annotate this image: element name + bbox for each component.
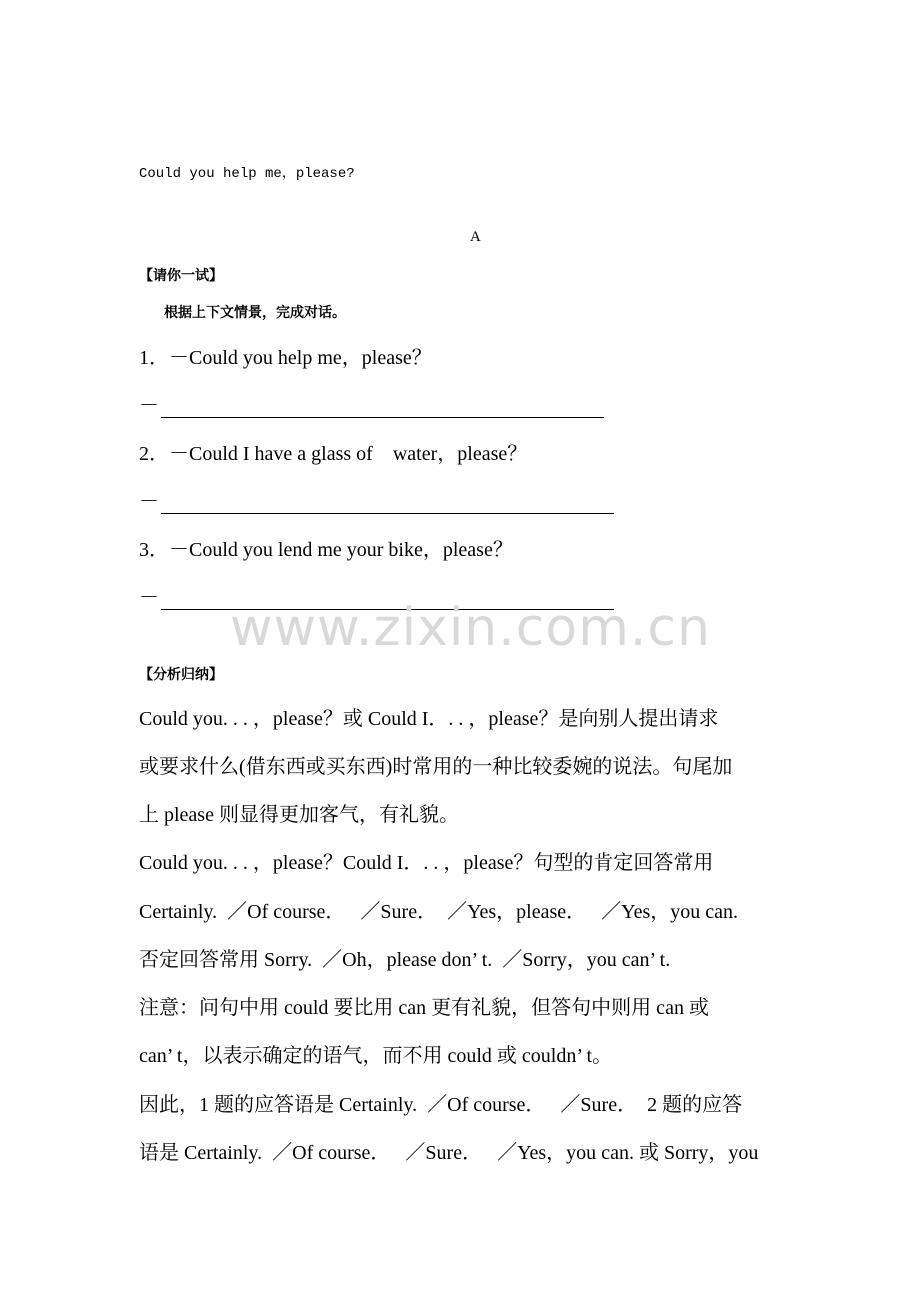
analysis-line: 上 please 则显得更加客气，有礼貌。 <box>139 804 459 826</box>
answer-blank[interactable] <box>161 491 614 514</box>
analysis-line: 注意：问句中用 could 要比用 can 更有礼貌，但答句中则用 can 或 <box>139 997 709 1019</box>
section-letter: A <box>470 229 481 245</box>
question-3: 3．－Could you lend me your bike，please？ <box>139 539 513 561</box>
answer-line-1[interactable] <box>139 389 604 418</box>
answer-blank[interactable] <box>161 395 604 418</box>
analysis-line: Could you. . . ，please？Could I．. . ，please？句型的肯定回答常用 <box>139 852 714 874</box>
analysis-line: Could you. . . ，please？或 Could I．. . ，please？是向别人提出请求 <box>139 708 719 730</box>
question-2: 2．－Could I have a glass of water，please？ <box>139 443 528 465</box>
answer-dash: － <box>139 395 159 417</box>
analysis-heading: 【分析归纳】 <box>139 667 223 683</box>
answer-dash: － <box>139 491 159 513</box>
analysis-line: 否定回答常用 Sorry. ／Oh，please don’ t. ／Sorry，you can’ t. <box>139 949 671 971</box>
question-1: 1．－Could you help me，please？ <box>139 347 432 369</box>
analysis-line: 因此，1 题的应答语是 Certainly. ／Of course． ／Sure． 2 题的应答 <box>139 1094 743 1116</box>
analysis-line: Certainly. ／Of course． ／Sure． ／Yes，please． ／Yes，you can. <box>139 901 739 923</box>
watermark: www.zixin.com.cn <box>230 598 711 658</box>
analysis-line: 语是 Certainly. ／Of course． ／Sure． ／Yes，you can. 或 Sorry，you <box>139 1142 759 1164</box>
answer-line-2[interactable] <box>139 485 614 514</box>
analysis-line: 或要求什么(借东西或买东西)时常用的一种比较委婉的说法。句尾加 <box>139 756 733 778</box>
try-it-instruction: 根据上下文情景，完成对话。 <box>164 305 346 321</box>
document-title: Could you help me，please? <box>139 166 355 182</box>
try-it-heading: 【请你一试】 <box>139 268 223 284</box>
answer-dash: － <box>139 587 159 609</box>
analysis-line: can’ t，以表示确定的语气，而不用 could 或 couldn’ t。 <box>139 1045 613 1067</box>
